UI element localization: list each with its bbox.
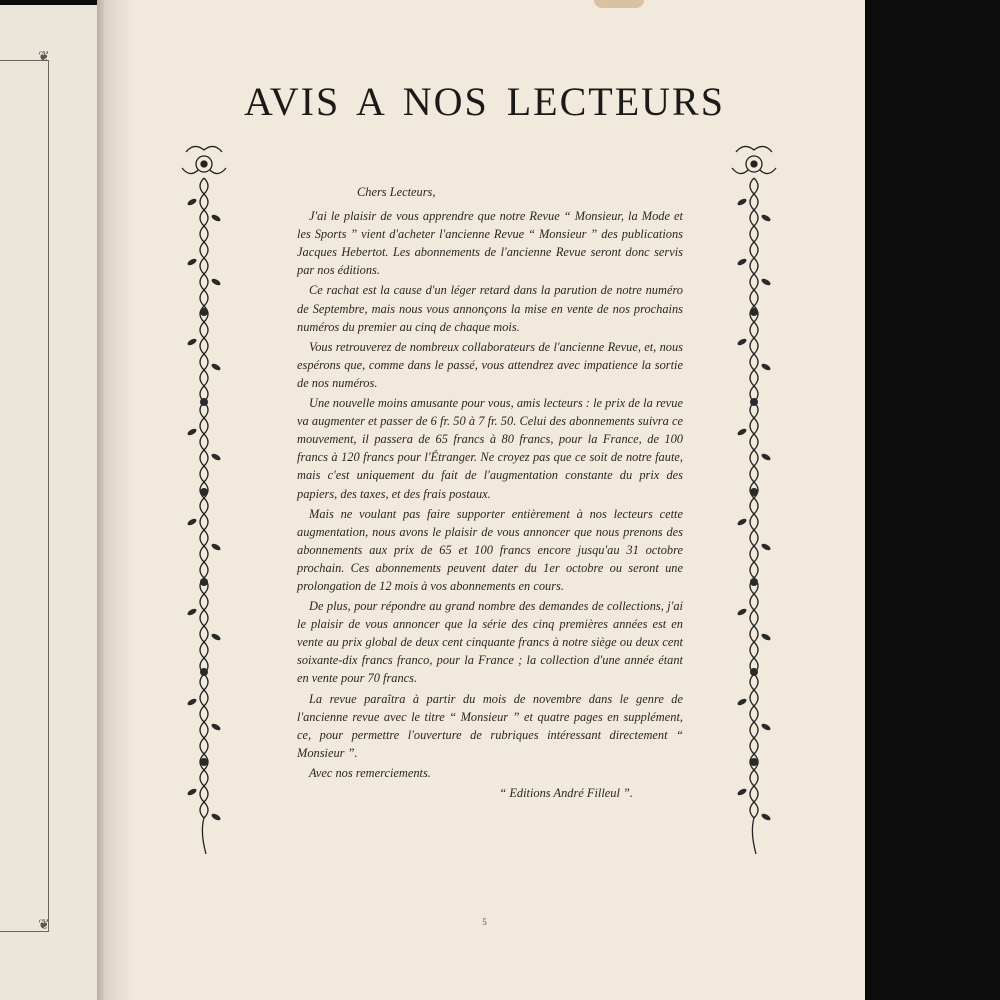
paper-stain [594,0,644,8]
ornament-corner-icon: ❦ [38,917,50,933]
right-page [104,0,865,1000]
greeting: Chers Lecteurs, [357,185,436,199]
paragraph: De plus, pour répondre au grand nombre des demandes de collections, j'ai le plaisir de vous annoncer que la série des cinq premières années est en vente au prix global de deux cent cinquante francs à notre siège ou deux cent soixante-dix francs franco, pour la France ; la collection d'une année étant en vente pour 70 francs. [297,599,683,686]
paragraph: Une nouvelle moins amusante pour vous, amis lecteurs : le prix de la revue va augmenter et passer de 6 fr. 50 à 7 fr. 50. Celui des abonnements suivra ce mouvement, il passera de 65 francs à 80 francs, pour la France, de 100 francs à 120 francs pour l'Étranger. Ne croyez pas que ce soit de notre faute, mais c'est uniquement du fait de l'augmentation constante du prix des papiers, des taxes, et des frais postaux. [297,396,683,501]
page-shadow [104,0,134,1000]
signature: “ Editions André Filleul ”. [499,786,633,800]
left-page-frame [0,60,49,932]
paragraph: Ce rachat est la cause d'un léger retard dans la parution de notre numéro de Septembre, mais nous vous annonçons la mise en vente de nos prochains numéros du premier au cinq de chaque mois. [297,283,683,334]
page-title: AVIS A NOS LECTEURS [244,79,725,124]
paragraph: La revue paraîtra à partir du mois de novembre dans le genre de l'ancienne revue avec le titre “ Monsieur ” et quatre pages en supplément, ce, pour permettre l'ouverture de rubriques intéressant directement “ Monsieur ”. [297,691,683,760]
floral-border-right-icon [726,142,782,862]
paragraph: Mais ne voulant pas faire supporter entièrement à nos lecteurs cette augmentation, nous avons le plaisir de vous annoncer que nous prenons des abonnements aux prix de 65 et 100 francs encore jusqu'au 31 octobre prochain. Ces abonnements peuvent dater du 1er octobre ou seront une prolongation de 12 mois à vos abonnements en cours. [297,506,683,593]
paragraph: Avec nos remerciements. [309,765,431,780]
paragraph: J'ai le plaisir de vous apprendre que notre Revue “ Monsieur, la Mode et les Sports ” vient d'acheter l'ancienne Revue “ Monsieur ” des publications Jacques Hebertot. Les abonnements de l'ancienne Revue seront donc servis par nos éditions. [297,209,683,278]
ornament-corner-icon: ❦ [38,49,50,65]
left-page [0,5,100,1000]
page-number: 5 [482,917,487,927]
paragraph: Vous retrouverez de nombreux collaborateurs de l'ancienne Revue, et, nous espérons que, comme dans le passé, vous attendrez avec impatience la sortie de nos numéros. [297,339,683,390]
letter-body [297,183,683,804]
floral-border-left-icon [176,142,232,862]
